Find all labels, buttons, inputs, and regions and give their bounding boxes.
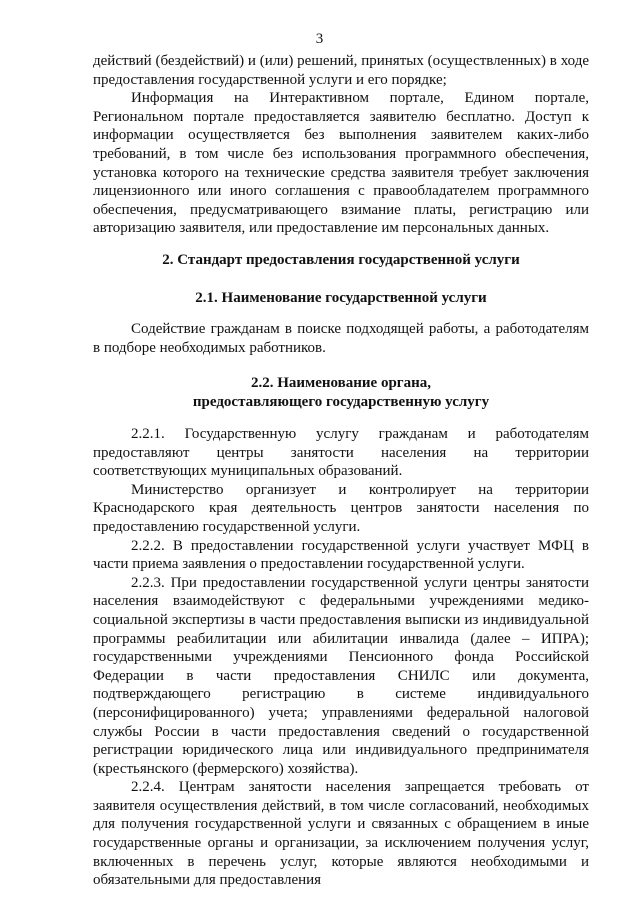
intro-paragraph-1: действий (бездействий) и (или) решений, принятых (осуществленных) в ходе предоставления государственной услуги и его порядке; [93,53,589,88]
section-2-1-heading: 2.1. Наименование государственной услуги [195,290,487,306]
intro-paragraph-2: Информация на Интерактивном портале, Едином портале, Региональном портале предоставляется заявителю бесплатно. Доступ к информации осуществляется без выполнения заявителем каких-либо требований, в том числе без использования программного обеспечения, установка которого на технические средства заявителя требует заключения лицензионного или иного соглашения с правообладателем программного обеспечения, предусматривающего взимание платы, регистрацию или авторизацию заявителя, или предоставление им персональных данных. [93,90,589,237]
paragraph-2-2-2: 2.2.2. В предоставлении государственной услуги участвует МФЦ в части приема заявления о предоставлении государственной услуги. [93,537,589,573]
paragraph-2-2-4: 2.2.4. Центрам занятости населения запрещается требовать от заявителя осуществления действий, в том числе согласований, необходимых для получения государственной услуги и связанных с обращением в иные государственные органы и организации, за исключением получения услуг, включенных в перечень услуг, которые являются необходимыми и обязательными для предоставления [93,779,589,889]
intro-block [93,52,589,238]
section-2-1-block [93,320,589,357]
paragraph-ministry: Министерство организует и контролирует на территории Краснодарского края деятельность центров занятости населения по предоставлению государственной услуги. [93,481,589,535]
section-2-2-heading-line-2: предоставляющего государственную услугу [192,393,490,410]
section-2-2-heading-line-1: 2.2. Наименование органа, [250,375,432,391]
paragraph-2-2-3: 2.2.3. При предоставлении государственной услуги центры занятости населения взаимодействуют с федеральными учреждениями медико-социальной экспертизы в части предоставления выписки из индивидуальной программы реабилитации или абилитации инвалида (далее – ИПРА); государственными учреждениями Пенсионного фонда Российской Федерации в части предоставления СНИЛС или документа, подтверждающего регистрацию в системе индивидуального (персонифицированного) учета; управлениями федеральной налоговой службы России в части предоставления сведений о государственной регистрации юридического лица или индивидуального предпринимателя (крестьянского (фермерского) хозяйства). [93,574,589,777]
page-number: 3 [315,31,324,47]
section-2-1-text: Содействие гражданам в поиске подходящей работы, а работодателям в подборе необходимых работников. [93,321,589,356]
paragraph-2-2-1: 2.2.1. Государственную услугу гражданам и работодателям предоставляют центры занятости населения на территории соответствующих муниципальных образований. [93,426,589,480]
section-2-heading: 2. Стандарт предоставления государственной услуги [162,252,520,268]
section-2-2-block [93,425,589,890]
section-2-2-heading [93,374,589,411]
